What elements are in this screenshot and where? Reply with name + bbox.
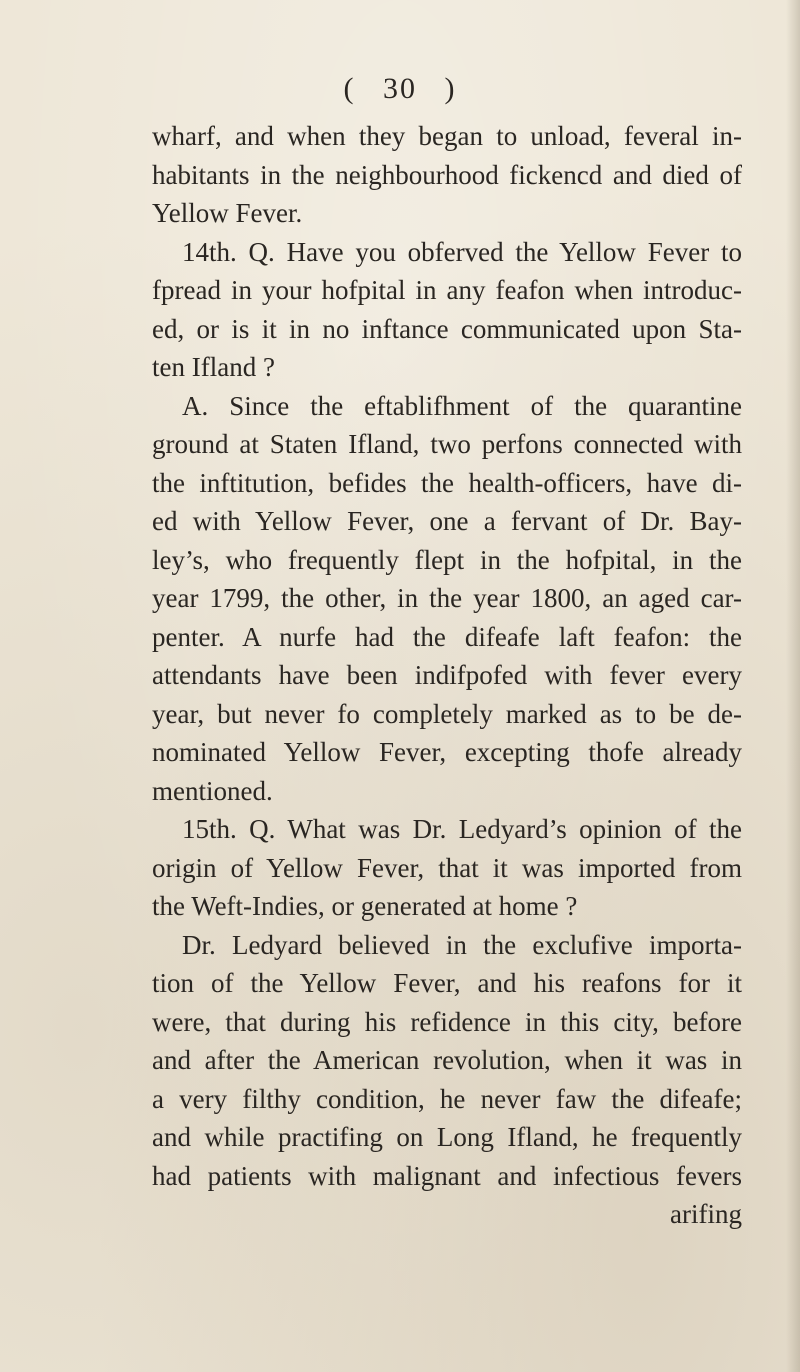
text-line: Yellow Fever. (152, 198, 303, 228)
text-line: ed with Yellow Fever, one a fervant of Dr. Bay- (152, 506, 742, 536)
text-line: the inftitution, befides the health-officers, have di- (152, 467, 742, 498)
text-line: nominated Yellow Fever, excepting thofe already (152, 737, 742, 767)
text-line: ten Ifland ? (152, 352, 275, 382)
text-line: attendants have been indifpofed with fever every (152, 660, 742, 690)
text-line: ed, or is it in no inftance communicated upon Sta- (152, 313, 742, 344)
text-line: year 1799, the other, in the year 1800, an aged car- (152, 583, 742, 613)
text-line: the Weft-Indies, or generated at home ? (152, 891, 578, 921)
text-line: year, but never fo completely marked as to be de- (152, 698, 742, 729)
text-line: mentioned. (152, 775, 273, 806)
text-line: 14th. Q. Have you obferved the Yellow Fever to (182, 236, 742, 267)
page-number: ( 30 ) (343, 72, 457, 105)
text-line: and after the American revolution, when it was in (152, 1045, 742, 1075)
text-line: penter. A nurfe had the difeafe laft feafon: the (152, 621, 742, 652)
text-line: tion of the Yellow Fever, and his reafons for it (152, 968, 742, 998)
text-line: 15th. Q. What was Dr. Ledyard’s opinion of the (182, 814, 742, 844)
text-line: habitants in the neighbourhood fickencd and died of (152, 159, 742, 190)
text-line: wharf, and when they began to unload, feveral in- (152, 121, 742, 151)
text-line: A. Since the eftablifhment of the quarantine (182, 390, 742, 421)
text-line: a very filthy condition, he never faw the difeafe; (152, 1083, 742, 1114)
text-line: Dr. Ledyard believed in the exclufive importa- (182, 929, 742, 960)
text-line: had patients with malignant and infectious fevers (152, 1160, 742, 1191)
page-edge-shadow (786, 0, 800, 1372)
body-text (152, 117, 742, 1234)
text-line: were, that during his refidence in this city, before (152, 1006, 742, 1037)
text-line: ground at Staten Ifland, two perfons connected with (152, 429, 742, 459)
text-line: fpread in your hofpital in any feafon when introduc- (152, 275, 742, 305)
text-line: origin of Yellow Fever, that it was imported from (152, 852, 742, 883)
text-line: and while practifing on Long Ifland, he frequently (152, 1122, 742, 1152)
catchword: arifing (670, 1199, 742, 1229)
text-line: ley’s, who frequently flept in the hofpital, in the (152, 544, 742, 575)
